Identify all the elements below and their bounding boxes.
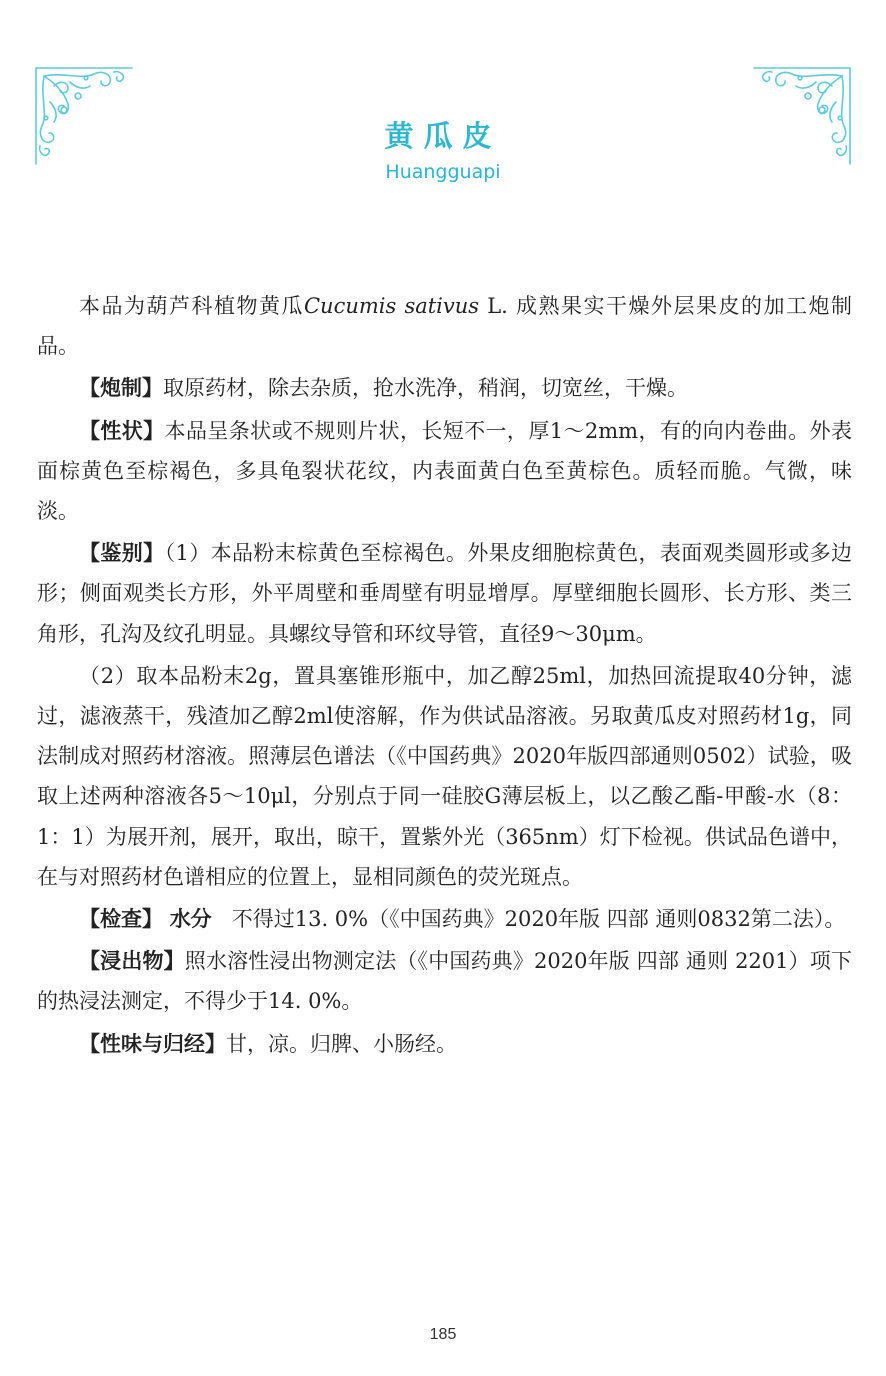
description-section: 【性状】本品呈条状或不规则片状，长短不一，厚1～2mm，有的向内卷曲。外表面棕黄色至棕褐色，多具龟裂状花纹，内表面黄白色至黄棕色。质轻而脆。气微，味淡。	[37, 418, 853, 524]
nature-section: 【性味与归经】甘，凉。归脾、小肠经。	[79, 1031, 457, 1056]
section-heading: 【浸出物】	[79, 949, 185, 974]
section-heading: 【性味与归经】	[79, 1031, 226, 1056]
identification-section-2: （2）取本品粉末2g，置具塞锥形瓶中，加乙醇25ml，加热回流提取40分钟，滤过，滤液蒸干，残渣加乙醇2ml使溶解，作为供试品溶液。另取黄瓜皮对照药材1g，同法制成对照药材溶液。照薄层色谱法（《中国药典》2020年版四部通则0502）试验，吸取上述两种溶液各5～10μl，分别点于同一硅胶G薄层板上，以乙酸乙酯-甲酸-水（8：1：1）为展开剂，展开，取出，晾干，置紫外光（365nm）灯下检视。供试品色谱中，在与对照药材色谱相应的位置上，显相同颜色的荧光斑点。	[37, 663, 852, 889]
inspection-section: 【检查】 水分 不得过13. 0%（《中国药典》2020年版 四部 通则0832第二法）。	[79, 907, 846, 932]
section-heading: 【炮制】	[79, 376, 163, 401]
page-subtitle-pinyin: Huangguapi	[385, 161, 501, 183]
intro-paragraph: 本品为葫芦科植物黄瓜Cucumis sativus L. 成熟果实干燥外层果皮的加工炮制品。	[37, 294, 852, 359]
page-title: 黄瓜皮	[384, 119, 502, 153]
section-heading: 【检查】	[79, 907, 163, 932]
page-number: 185	[429, 1326, 457, 1343]
monograph-body	[37, 286, 852, 1064]
section-heading: 【鉴别】	[79, 541, 165, 566]
identification-section-1: 【鉴别】（1）本品粉末棕黄色至棕褐色。外果皮细胞棕黄色，表面观类圆形或多边形；侧面观类长方形，外平周壁和垂周壁有明显增厚。厚壁细胞长圆形、长方形、类三角形，孔沟及纹孔明显。具螺纹导管和环纹导管，直径9～30μm。	[37, 541, 853, 646]
extract-section: 【浸出物】照水溶性浸出物测定法（《中国药典》2020年版 四部 通则 2201）项下的热浸法测定，不得少于14. 0%。	[37, 949, 852, 1014]
latin-name: Cucumis sativus	[303, 294, 480, 318]
processing-section: 【炮制】取原药材，除去杂质，抢水洗净，稍润，切宽丝，干燥。	[79, 376, 688, 401]
section-subheading: 水分	[169, 907, 212, 932]
section-heading: 【性状】	[79, 418, 165, 443]
